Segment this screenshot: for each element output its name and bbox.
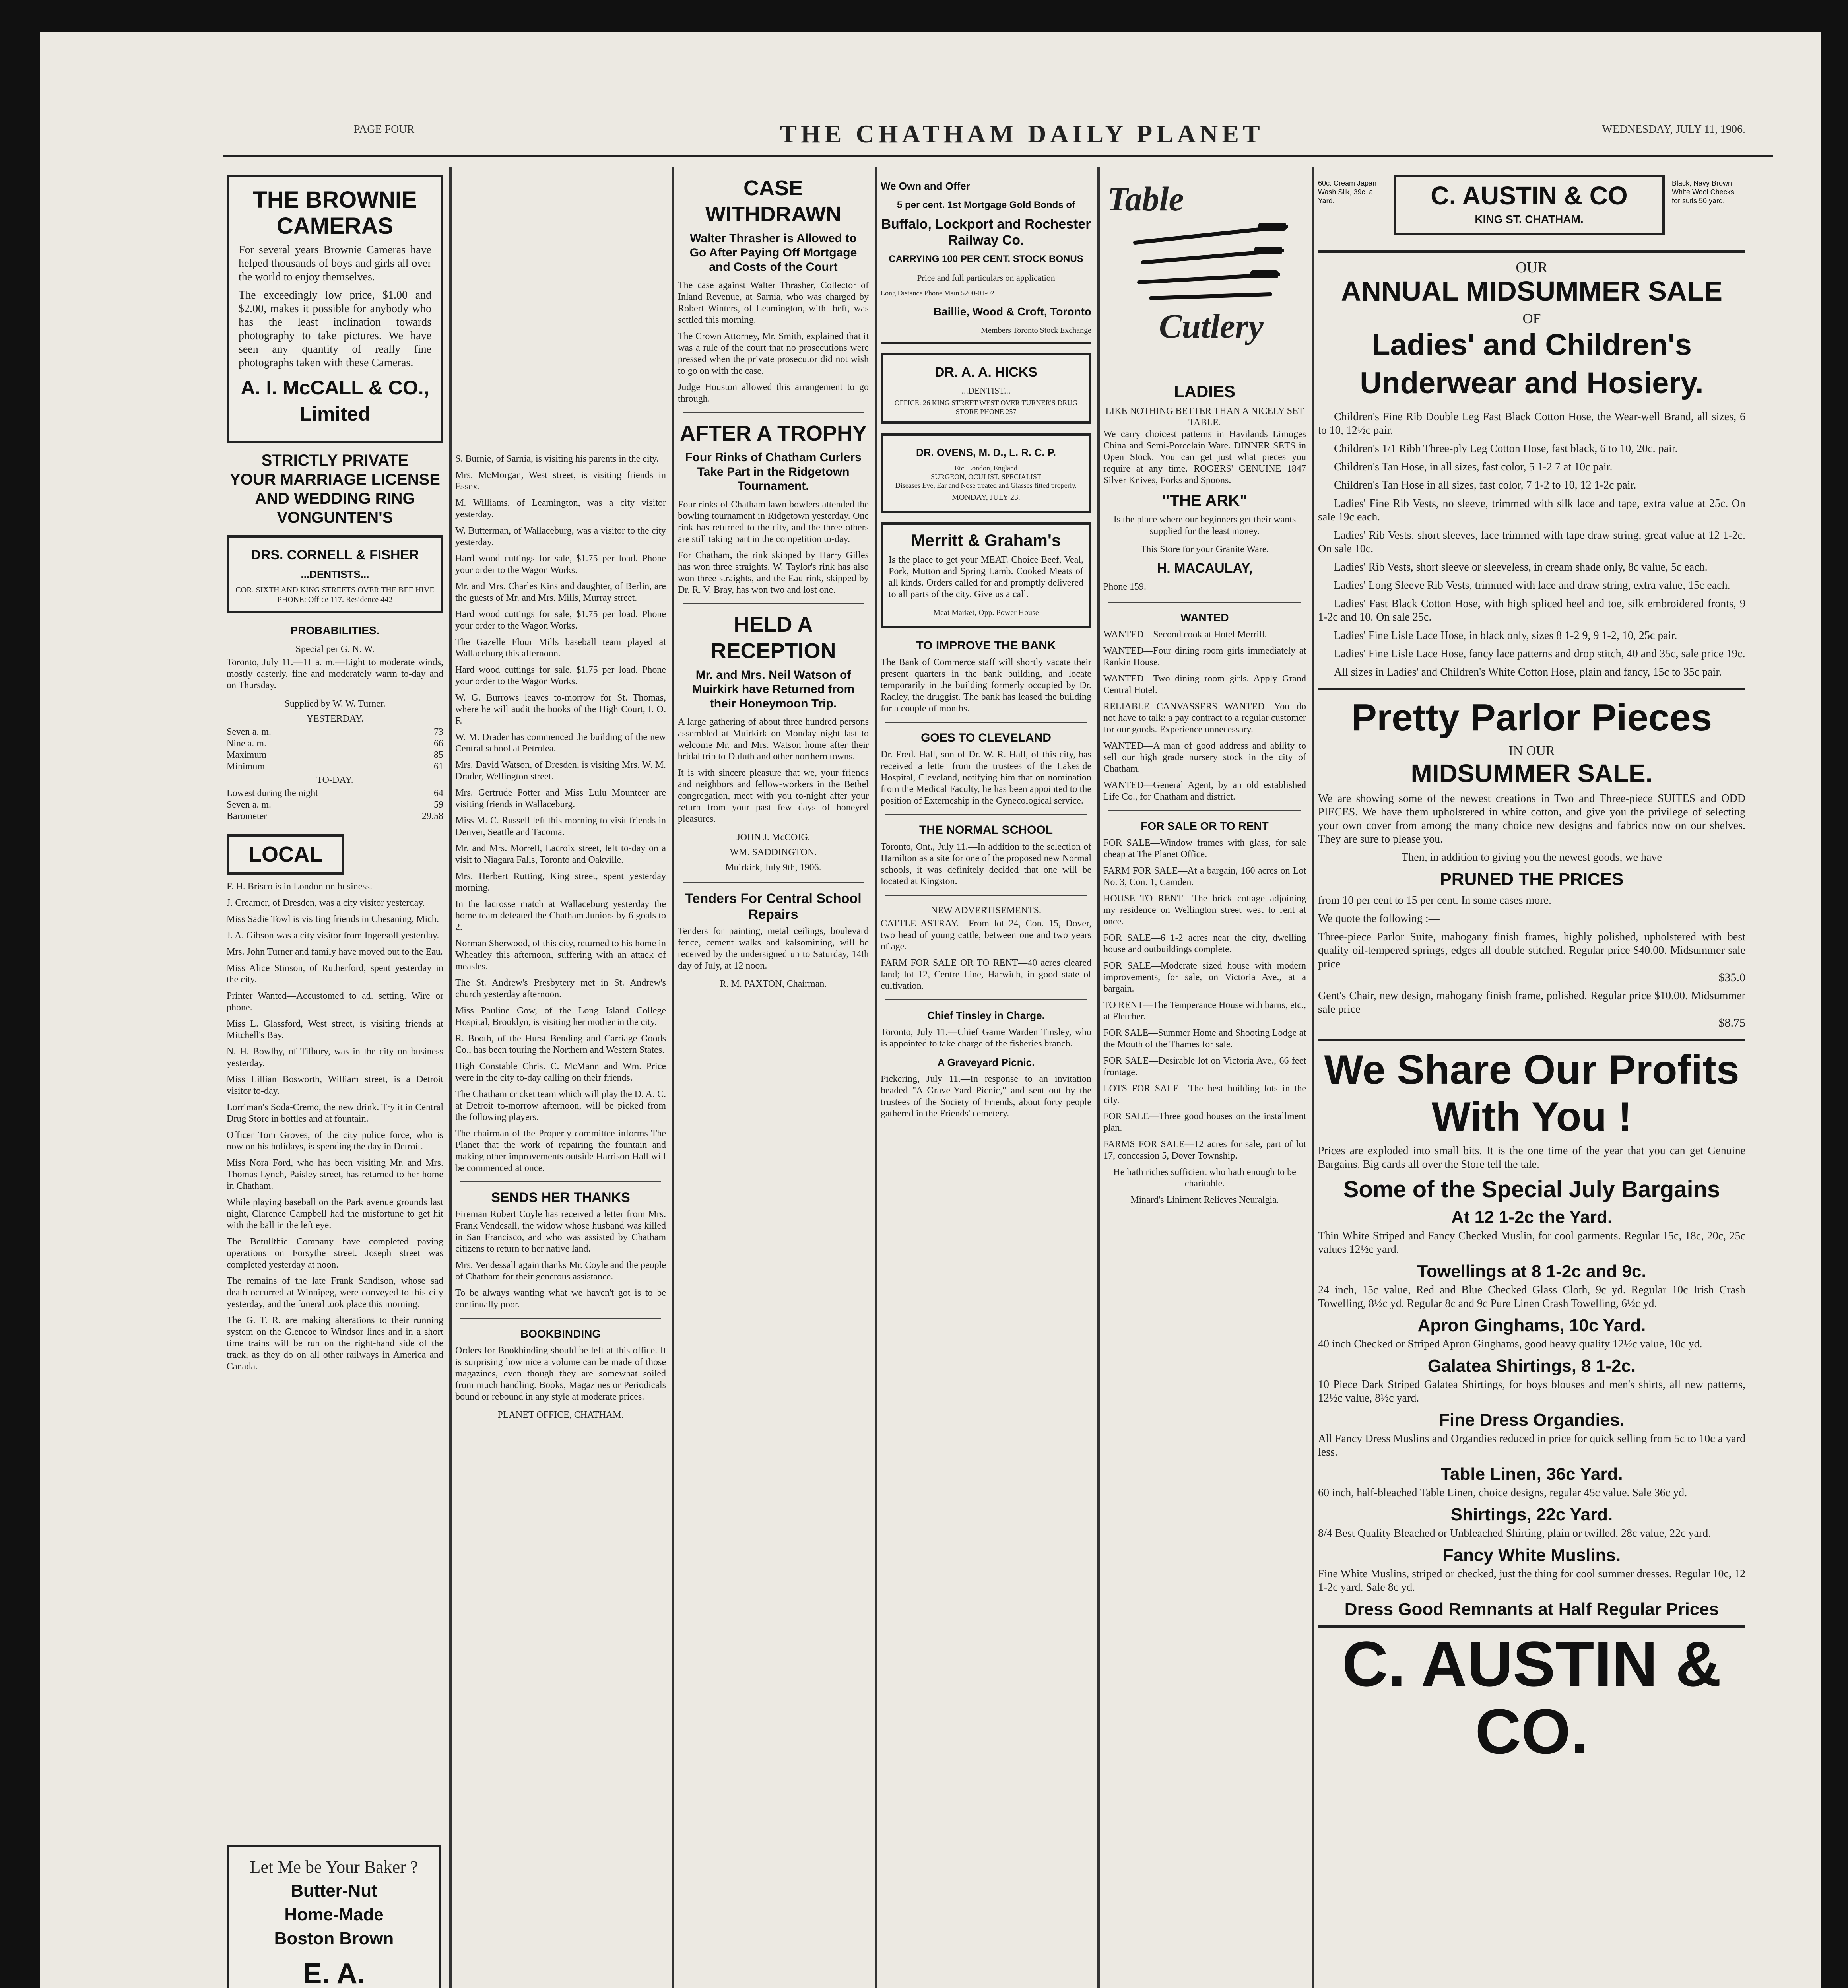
dentist-address: OFFICE: 26 KING STREET WEST OVER TURNER'S DRUG STORE PHONE 257	[894, 399, 1078, 415]
reception-heading: HELD A RECEPTION	[710, 613, 836, 663]
tenders-paragraph: Tenders for painting, metal ceilings, boulevard fence, cement walks and kalsomining, will be received by the undersigned up to Saturday, 14th day of July, at 12 noon.	[678, 926, 869, 971]
wanted-list	[1103, 629, 1306, 803]
personal-item: Mrs. David Watson, of Dresden, is visiting Mrs. W. M. Drader, Wellington street.	[455, 760, 666, 782]
parlor-item	[1318, 989, 1745, 1030]
ad-line: STRICTLY PRIVATE	[261, 452, 409, 469]
surgeon-date: MONDAY, JULY 23.	[952, 493, 1020, 502]
cutlery-title-top: Table	[1107, 180, 1184, 218]
divider	[460, 1181, 661, 1182]
divider	[683, 882, 864, 883]
parlor-paragraph: We are showing some of the newest creations in Two and Three-piece SUITES and ODD PIECES. We have them upholstered in white cotton, and give you the privilege of selecting your own cover from among the many choice new designs and fabrics now on our shelves. They are sure to please you.	[1318, 792, 1745, 845]
surgeon-line: SURGEON, OCULIST, SPECIALIST	[931, 473, 1041, 481]
column-1	[227, 175, 443, 1988]
divider	[885, 895, 1087, 896]
dentist-name: DR. A. A. HICKS	[934, 365, 1038, 380]
merritt-note: Meat Market, Opp. Power House	[933, 608, 1039, 617]
bonds-phone: Long Distance Phone Main 5200-01-02	[881, 289, 994, 297]
yesterday-table	[227, 726, 443, 773]
parlor-heading: Pretty Parlor Pieces	[1351, 696, 1712, 739]
hicks-dentist-ad	[881, 353, 1091, 424]
ad-line: AND WEDDING RING	[255, 490, 415, 507]
forsale-item: FOR SALE—Desirable lot on Victoria Ave., 66 feet frontage.	[1103, 1056, 1306, 1077]
divider	[460, 1318, 661, 1319]
bargain-title: Towellings at 8 1-2c and 9c.	[1417, 1262, 1646, 1281]
hosiery-item: Ladies' Long Sleeve Rib Vests, trimmed with lace and draw string, extra value, 15c each.	[1334, 579, 1730, 592]
weather-label: Seven a. m.	[227, 800, 271, 810]
today-table	[227, 788, 443, 822]
ad-line: Let Me be Your Baker ?	[250, 1857, 418, 1877]
bargain-title: Fine Dress Organdies.	[1438, 1410, 1625, 1430]
personal-item: S. Burnie, of Sarnia, is visiting his parents in the city.	[455, 454, 659, 464]
pruned-heading: PRUNED THE PRICES	[1440, 870, 1624, 889]
wanted-item: RELIABLE CANVASSERS WANTED—You do not have to talk: a pay contract to a regular customer for our goods. Experience unnecessary.	[1103, 701, 1306, 735]
ad-line: We Own and Offer	[881, 180, 970, 192]
hosiery-item: Children's Fine Rib Double Leg Fast Black Cotton Hose, the Wear-well Brand, all sizes, 6 to 10, 12½c pair.	[1318, 411, 1745, 437]
parlor-item-text: Three-piece Parlor Suite, mahogany finish frames, highly polished, upholstered with best quality oil-tempered springs, edges all double stitched. Regular price $40.00. Midsummer sale price	[1318, 931, 1745, 970]
parlor-item-price: $35.0	[1718, 971, 1745, 984]
personal-item: High Constable Chris. C. McMann and Wm. Price were in the city to-day calling on their friends.	[455, 1061, 666, 1083]
local-item: J. Creamer, of Dresden, was a city visitor yesterday.	[227, 898, 425, 908]
forsale-item: FOR SALE—Summer Home and Shooting Lodge at the Mouth of the Thames for sale.	[1103, 1028, 1306, 1050]
ark-text: Is the place where our beginners get their wants supplied for the least money.	[1113, 514, 1296, 536]
forsale-item: FOR SALE—Window frames with glass, for sale cheap at The Planet Office.	[1103, 838, 1306, 860]
personal-item: Hard wood cuttings for sale, $1.75 per load. Phone your order to the Wagon Works.	[455, 553, 666, 575]
dentist-name: DRS. CORNELL & FISHER	[251, 547, 419, 563]
advertisement-item: CATTLE ASTRAY.—From lot 24, Con. 15, Dover, two head of young cattle, between one and two years of age.	[881, 918, 1091, 952]
ovens-surgeon-ad	[881, 433, 1091, 513]
reception-paragraph: It is with sincere pleasure that we, your friends and neighbors and fellow-workers in the Bethel congregation, meet with you to-night after your return from your past few days of honeyed pleasures.	[678, 768, 869, 824]
sale-heading: ANNUAL MIDSUMMER SALE	[1341, 276, 1723, 307]
personal-item: Hard wood cuttings for sale, $1.75 per load. Phone your order to the Wagon Works.	[455, 665, 666, 687]
cutlery-ladies: LADIES	[1174, 382, 1235, 401]
ark-owner: H. MACAULAY,	[1157, 561, 1253, 576]
advertisements-heading: NEW ADVERTISEMENTS.	[930, 905, 1042, 916]
quote-line: We quote the following :—	[1318, 912, 1440, 925]
newspaper-page	[40, 32, 1821, 1988]
thanks-paragraph: Mrs. Vendessall again thanks Mr. Coyle and the people of Chatham for their generous assistance.	[455, 1260, 666, 1282]
personal-item: The Chatham cricket team which will play the D. A. C. at Detroit to-morrow afternoon, will be picked from the following players.	[455, 1089, 666, 1122]
local-heading: LOCAL	[248, 843, 322, 866]
ad-line: Buffalo, Lockport and Rochester Railway Co.	[881, 217, 1091, 248]
advertisement-item: FARM FOR SALE OR TO RENT—40 acres cleared land; lot 12, Centre Line, Harwich, in good state of cultivation.	[881, 958, 1091, 991]
forsale-list	[1103, 837, 1306, 1162]
weather-row	[227, 726, 443, 738]
knives-forks-icon	[1127, 219, 1294, 306]
tenders-heading: Tenders For Central School Repairs	[685, 891, 862, 922]
dentist-phone: PHONE: Office 117. Residence 442	[277, 595, 393, 604]
column-3	[678, 175, 869, 1988]
trophy-heading: AFTER A TROPHY	[680, 421, 867, 445]
parlor-sale: MIDSUMMER SALE.	[1411, 759, 1653, 788]
merritt-graham-ad	[881, 522, 1091, 628]
personal-item: The St. Andrew's Presbytery met in St. Andrew's church yesterday afternoon.	[455, 978, 666, 1000]
parlor-item-price: $8.75	[1718, 1016, 1745, 1029]
dentist-address: COR. SIXTH AND KING STREETS OVER THE BEE HIVE	[235, 586, 435, 594]
personal-item: Mrs. Gertrude Potter and Miss Lulu Mounteer are visiting friends in Wallaceburg.	[455, 788, 666, 810]
divider	[885, 999, 1087, 1000]
austin-header-ad	[1318, 175, 1745, 253]
forsale-item: FOR SALE—6 1-2 acres near the city, dwelling house and outbuildings complete.	[1103, 933, 1306, 955]
wanted-item: WANTED—Four dining room girls immediately at Rankin House.	[1103, 646, 1306, 668]
reception-paragraph: A large gathering of about three hundred persons assembled at Muirkirk on Monday night last to welcome Mr. and Mrs. Watson home after their bridal trip to Duluth and other northern towns.	[678, 717, 869, 762]
column-rule	[1097, 167, 1100, 1988]
divider	[1108, 810, 1301, 811]
wanted-item: WANTED—Two dining room girls. Apply Grand Central Hotel.	[1103, 674, 1306, 695]
hosiery-item: Ladies' Fine Lisle Lace Hose, fancy lace patterns and drop stitch, 40 and 35c, sale price 19c.	[1334, 648, 1745, 660]
normal-school-paragraph: Toronto, Ont., July 11.—In addition to the selection of Hamilton as a site for one of the proposed new Normal schools, it was definitely decided that one will be located at Kingston.	[881, 842, 1091, 887]
bookbinding-paragraph: Orders for Bookbinding should be left at this office. It is surprising how nice a volume can be made of those magazines, even though they are somewhat soiled from much handling. Books, Magazines or Periodicals bound or rebound in any style at moderate prices.	[455, 1345, 666, 1402]
ad-line: YOUR MARRIAGE LICENSE	[230, 471, 440, 488]
mounteer-bakery-ad	[227, 1845, 441, 1988]
ark-phone: Phone 159.	[1103, 582, 1146, 592]
bonds-firm: Baillie, Wood & Croft, Toronto	[933, 305, 1091, 318]
personal-item: Mr. and Mrs. Charles Kins and daughter, of Berlin, are the guests of Mr. and Mrs. Mills, Murray street.	[455, 581, 666, 603]
newspaper-title: THE CHATHAM DAILY PLANET	[780, 120, 1264, 148]
weather-row	[227, 799, 443, 811]
sale-subheading: Ladies' and Children's Underwear and Hosiery.	[1360, 328, 1704, 400]
weather-value: 59	[434, 800, 443, 810]
sale-of: OF	[1522, 311, 1541, 326]
forsale-item: FOR SALE—Moderate sized house with modern improvements, for sale, on Victoria Ave., at a bargain.	[1103, 961, 1306, 994]
weather-heading: PROBABILITIES.	[290, 624, 380, 637]
remnants-heading: Dress Good Remnants at Half Regular Prices	[1344, 1600, 1719, 1619]
profits-paragraph: Prices are exploded into small bits. It is the one time of the year that you can get Genuine Bargains. Big cards all over the Store tell the tale.	[1318, 1145, 1745, 1171]
personal-item: The chairman of the Property committee informs The Planet that the work of repairing the fountain and making other improvements outside Harrison Hall will be commenced at once.	[455, 1128, 666, 1173]
ad-line: VONGUNTEN'S	[277, 509, 393, 526]
ad-line: CARRYING 100 PER CENT. STOCK BONUS	[889, 254, 1083, 264]
weather-row	[227, 788, 443, 799]
bargain-title: Galatea Shirtings, 8 1-2c.	[1427, 1356, 1636, 1376]
weather-row	[227, 761, 443, 773]
ad-line: Price and full particulars on application	[917, 273, 1055, 283]
yesterday-label: YESTERDAY.	[306, 714, 364, 724]
hosiery-item: Ladies' Rib Vests, short sleeves, lace trimmed with tape draw string, great value at 12 1-2c. On sale 10c.	[1318, 529, 1745, 555]
weather-supplier: Supplied by W. W. Turner.	[284, 699, 386, 709]
bargain-text: 8/4 Best Quality Bleached or Unbleached Shirting, plain or twilled, 28c value, 22c yard.	[1318, 1527, 1711, 1540]
brownie-paragraph: The exceedingly low price, $1.00 and $2.00, makes it possible for anybody who has the least inclination towards photography to take pictures. We have seen any quantity of really fine photographs taken with these Cameras.	[239, 289, 431, 369]
local-item: Miss Sadie Towl is visiting friends in Chesaning, Mich.	[227, 914, 439, 924]
parlor-paragraph: Then, in addition to giving you the newest goods, we have	[1402, 851, 1662, 864]
dentist-title: ...DENTIST...	[961, 386, 1011, 396]
brownie-heading: THE BROWNIE CAMERAS	[253, 187, 417, 239]
local-news-list	[227, 881, 443, 1373]
cornell-fisher-ad	[227, 535, 443, 613]
weather-value: 64	[434, 788, 443, 798]
brownie-camera-ad	[227, 175, 443, 443]
weather-label: Barometer	[227, 811, 267, 821]
local-item: Lorriman's Soda-Cremo, the new drink. Try it in Central Drug Store in bottles and at fountain.	[227, 1102, 443, 1124]
personal-item: W. Butterman, of Wallaceburg, was a visitor to the city yesterday.	[455, 526, 666, 547]
forsale-item: LOTS FOR SALE—The best building lots in the city.	[1103, 1083, 1306, 1105]
thanks-paragraph: To be always wanting what we haven't got is to be continually poor.	[455, 1288, 666, 1310]
parlor-price-list	[1318, 930, 1745, 1030]
personal-item: Mrs. McMorgan, West street, is visiting friends in Essex.	[455, 470, 666, 492]
parlor-item-text: Gent's Chair, new design, mahogany finish frame, polished. Regular price $10.00. Midsummer sale price	[1318, 990, 1745, 1015]
parlor-item	[1318, 930, 1745, 984]
silk-note: 60c. Cream Japan Wash Silk, 39c. a Yard.	[1318, 179, 1377, 205]
hosiery-list	[1318, 410, 1745, 679]
case-paragraph: Judge Houston allowed this arrangement to go through.	[678, 382, 869, 404]
weather-label: Seven a. m.	[227, 727, 271, 737]
divider	[683, 412, 864, 413]
local-item: F. H. Brisco is in London on business.	[227, 881, 373, 892]
ark-line: This Store for your Granite Ware.	[1140, 544, 1269, 555]
column-rule	[449, 167, 452, 1988]
local-item: Miss Lillian Bosworth, William street, is a Detroit visitor to-day.	[227, 1074, 443, 1096]
thanks-heading: SENDS HER THANKS	[491, 1190, 630, 1205]
page-label: PAGE FOUR	[354, 123, 415, 136]
hosiery-item: Ladies' Fine Lisle Lace Hose, in black only, sizes 8 1-2 9, 9 1-2, 10, 25c pair.	[1334, 629, 1677, 642]
personal-item: W. M. Drader has commenced the building of the new Central school at Petrolea.	[455, 732, 666, 754]
local-item: The remains of the late Frank Sandison, whose sad death occurred at Winnipeg, were conveyed to this city yesterday, and the funeral took place this morning.	[227, 1276, 443, 1309]
surgeon-line: Etc. London, England	[955, 464, 1017, 472]
wool-note: Black, Navy Brown White Wool Checks for suits 50 yard.	[1672, 179, 1734, 205]
trophy-paragraph: For Chatham, the rink skipped by Harry Gilles has won three straights. W. Taylor's rink has also won three straights, and the Eau rink, skipped by Dr. R. V. Bray, has won two and lost one.	[678, 550, 869, 595]
weather-report	[227, 623, 443, 822]
baker-name: E. A.	[303, 1958, 365, 1988]
issue-date: WEDNESDAY, JULY 11, 1906.	[1602, 123, 1745, 136]
bargain-text: 40 inch Checked or Striped Apron Ginghams, good heavy quality 12½c value, 10c yd.	[1318, 1338, 1702, 1350]
bargain-text: Thin White Striped and Fancy Checked Muslin, for cool garments. Regular 15c, 18c, 20c, 25c values 12½c yard.	[1318, 1230, 1745, 1256]
reception-signature: JOHN J. McCOIG.	[736, 832, 810, 843]
dentist-title: ...DENTISTS...	[301, 568, 369, 580]
personal-news-list	[455, 453, 666, 1174]
brownie-paragraph: For several years Brownie Cameras have helped thousands of boys and girls all over the world to enjoy themselves.	[239, 244, 431, 283]
weather-value: 73	[434, 727, 443, 737]
ark-heading: "THE ARK"	[1162, 492, 1248, 509]
local-item: N. H. Bowlby, of Tilbury, was in the city on business yesterday.	[227, 1046, 443, 1068]
cutlery-text: We carry choicest patterns in Havilands Limoges China and Semi-Porcelain Ware. DINNER SETS in Open Stock. You can get just what pieces you require at any time. ROGERS' GENUINE 1847 Silver Knives, Forks and Spoons.	[1103, 429, 1306, 485]
cleveland-heading: GOES TO CLEVELAND	[921, 731, 1051, 744]
bargain-title: Table Linen, 36c Yard.	[1440, 1464, 1623, 1484]
case-paragraph: The Crown Attorney, Mr. Smith, explained that it was a rule of the court that no prosecutions were pressed when the private prosecutor did not wish to go on with the case.	[678, 331, 869, 376]
normal-school-heading: THE NORMAL SCHOOL	[919, 823, 1053, 837]
special-heading: Some of the Special July Bargains	[1343, 1176, 1720, 1202]
bargain-text: 24 inch, 15c value, Red and Blue Checked Glass Cloth, 9c yd. Regular 10c Irish Crash Towelling, 8½c yd. Regular 8c and 9c Pure Linen Crash Towelling, 6½c yd.	[1318, 1284, 1745, 1310]
divider	[885, 722, 1087, 723]
railway-bonds-ad	[881, 178, 1091, 344]
wanted-item: WANTED—Second cook at Hotel Merrill.	[1103, 629, 1267, 640]
merritt-name: Merritt & Graham's	[911, 531, 1061, 549]
bonds-firm-note: Members Toronto Stock Exchange	[981, 326, 1091, 335]
local-item: The Betullthic Company have completed paving operations on Forsythe street. Joseph street was completed yesterday at noon.	[227, 1237, 443, 1270]
sale-our: OUR	[1516, 259, 1548, 276]
weather-label: Lowest during the night	[227, 788, 318, 798]
divider	[683, 603, 864, 604]
thanks-paragraph: Fireman Robert Coyle has received a letter from Mrs. Frank Vendesall, the widow whose husband was killed in San Francisco, and who was assisted by Chatham citizens to return to her native land.	[455, 1209, 666, 1254]
forsale-item: FOR SALE—Three good houses on the installment plan.	[1103, 1111, 1306, 1133]
personal-item: Mr. and Mrs. Morrell, Lacroix street, left to-day on a visit to Niagara Falls, Toronto and Oakville.	[455, 843, 666, 865]
bargain-list	[1318, 1207, 1745, 1594]
column-rule	[1312, 167, 1314, 1988]
mccall-firm-name: A. I. McCALL & CO., Limited	[241, 377, 429, 425]
forsale-item: FARM FOR SALE—At a bargain, 160 acres on Lot No. 3, Con. 1, Camden.	[1103, 866, 1306, 887]
austin-bottom-logo: C. AUSTIN & CO.	[1342, 1628, 1722, 1767]
personal-item: Miss M. C. Russell left this morning to visit friends in Denver, Seattle and Tacoma.	[455, 815, 666, 837]
personal-item: Hard wood cuttings for sale, $1.75 per load. Phone your order to the Wagon Works.	[455, 609, 666, 631]
bank-heading: TO IMPROVE THE BANK	[916, 639, 1056, 652]
ad-line: Home-Made	[284, 1905, 384, 1924]
pruned-text: from 10 per cent to 15 per cent. In some cases more.	[1318, 894, 1552, 907]
personal-item: R. Booth, of the Hurst Bending and Carriage Goods Co., has been touring the Northern and Western States.	[455, 1033, 666, 1055]
weather-label: Nine a. m.	[227, 738, 266, 749]
surgeon-line: Diseases Eye, Ear and Nose treated and Glasses fitted properly.	[895, 481, 1077, 489]
profits-heading: We Share Our Profits With You !	[1324, 1047, 1739, 1140]
local-item: Miss Nora Ford, who has been visiting Mr. and Mrs. Thomas Lynch, Paisley street, has returned to her home in Chatham.	[227, 1158, 443, 1191]
tinsley-paragraph: Toronto, July 11.—Chief Game Warden Tinsley, who is appointed to take charge of the fisheries branch.	[881, 1027, 1091, 1049]
weather-row	[227, 811, 443, 822]
local-item: The G. T. R. are making alterations to their running system on the Glencoe to Windsor lines and in a short time trains will be run on the right-hand side of the track, as they do on all other railways in America and Canada.	[227, 1315, 443, 1372]
local-item: J. A. Gibson was a city visitor from Ingersoll yesterday.	[227, 930, 439, 941]
austin-top-box	[1394, 175, 1665, 235]
divider	[1108, 602, 1301, 603]
cutlery-title-bottom: Cutlery	[1159, 307, 1264, 345]
tinsley-heading: Chief Tinsley in Charge.	[927, 1010, 1045, 1021]
weather-label: Maximum	[227, 750, 266, 760]
local-item: Miss L. Glassford, West street, is visiting friends at Mitchell's Bay.	[227, 1019, 443, 1041]
merritt-text: Is the place to get your MEAT. Choice Beef, Veal, Pork, Mutton and Spring Lamb. Cooked Meats of all kinds. Orders called for and promptly delivered to all parts of the city. Give us a call.	[889, 555, 1083, 600]
column-2	[455, 175, 666, 1988]
today-label: TO-DAY.	[316, 775, 353, 785]
hosiery-item: Children's Tan Hose, in all sizes, fast color, 5 1-2 7 at 10c pair.	[1334, 461, 1613, 473]
hosiery-item: All sizes in Ladies' and Children's White Cotton Hose, plain and fancy, 15c to 35c pair.	[1334, 666, 1722, 678]
forsale-item: TO RENT—The Temperance House with barns, etc., at Fletcher.	[1103, 1000, 1306, 1022]
reception-place-date: Muirkirk, July 9th, 1906.	[725, 862, 821, 873]
vongunten-ad	[227, 452, 443, 526]
parlor-in-our: IN OUR	[1508, 744, 1555, 758]
bargain-text: All Fancy Dress Muslins and Organdies reduced in price for quick selling from 5c to 10c a yard less.	[1318, 1433, 1745, 1458]
wanted-item: WANTED—A man of good address and ability to sell our high grade nursery stock in the city of Chatham.	[1103, 741, 1306, 774]
local-item: Miss Alice Stinson, of Rutherford, spent yesterday in the city.	[227, 963, 443, 985]
column-5	[1103, 175, 1306, 1988]
weather-value: 85	[434, 750, 443, 760]
bookbinding-signature: PLANET OFFICE, CHATHAM.	[497, 1410, 624, 1420]
table-cutlery-ad	[1103, 175, 1306, 594]
ad-line: Boston Brown	[274, 1929, 394, 1948]
surgeon-name: DR. OVENS, M. D., L. R. C. P.	[916, 447, 1056, 458]
hosiery-item: Ladies' Fast Black Cotton Hose, with high spliced heel and toe, silk embroidered fronts, 9 1-2c and 10. On sale 25c.	[1318, 598, 1745, 623]
bookbinding-heading: BOOKBINDING	[520, 1328, 601, 1340]
weather-text: Toronto, July 11.—11 a. m.—Light to moderate winds, mostly easterly, fine and moderately warm to-day and on Thursday.	[227, 657, 443, 691]
wanted-heading: WANTED	[1180, 612, 1229, 624]
personal-item: W. G. Burrows leaves to-morrow for St. Thomas, where he will audit the books of the High Court, I. O. F.	[455, 693, 666, 726]
wanted-item: WANTED—General Agent, by an old established Life Co., for Chatham and district.	[1103, 780, 1306, 802]
bargain-title: Shirtings, 22c Yard.	[1450, 1505, 1613, 1524]
bargain-text: Fine White Muslins, striped or checked, just the thing for cool summer dresses. Regular 10c, 12 1-2c yard. Sale 8c yd.	[1318, 1568, 1745, 1594]
bargain-title: Apron Ginghams, 10c Yard.	[1417, 1316, 1646, 1335]
forsale-heading: FOR SALE OR TO RENT	[1141, 820, 1269, 832]
personal-item: Mrs. Herbert Rutting, King street, spent yesterday morning.	[455, 871, 666, 893]
personal-item: The Gazelle Flour Mills baseball team played at Wallaceburg this afternoon.	[455, 637, 666, 659]
hosiery-item: Children's Tan Hose in all sizes, fast color, 7 1-2 to 10, 12 1-2c pair.	[1334, 479, 1636, 491]
column-rule	[875, 167, 877, 1988]
bargain-text: 60 inch, half-bleached Table Linen, choice designs, regular 45c value. Sale 36c yd.	[1318, 1487, 1687, 1499]
austin-name: C. AUSTIN & CO	[1431, 181, 1628, 210]
local-item: Printer Wanted—Accustomed to ad. setting. Wire or phone.	[227, 991, 443, 1013]
local-heading-box	[227, 834, 344, 875]
weather-value: 66	[434, 738, 443, 749]
personal-item: Norman Sherwood, of this city, returned to his home in Wheatley this afternoon, suffering with an attack of measles.	[455, 938, 666, 972]
weather-value: 61	[434, 761, 443, 772]
cutlery-illustration	[1103, 175, 1306, 382]
hosiery-item: Children's 1/1 Ribb Three-ply Leg Cotton Hose, fast black, 6 to 10, 20c. pair.	[1334, 443, 1678, 455]
trophy-deck: Four Rinks of Chatham Curlers Take Part in the Ridgetown Tournament.	[685, 451, 862, 493]
hosiery-item: Ladies' Rib Vests, short sleeve or sleeveless, in cream shade only, 8c value, 5c each.	[1334, 561, 1708, 573]
masthead	[223, 119, 1773, 157]
weather-source: Special per G. N. W.	[295, 644, 375, 654]
forsale-footer: He hath riches sufficient who hath enough to be charitable.	[1113, 1167, 1296, 1189]
case-deck: Walter Thrasher is Allowed to Go After Paying Off Mortgage and Costs of the Court	[689, 232, 857, 274]
local-item: Mrs. John Turner and family have moved out to the Eau.	[227, 947, 443, 957]
bargain-title: Fancy White Muslins.	[1442, 1545, 1621, 1565]
case-paragraph: The case against Walter Thrasher, Collector of Inland Revenue, at Sarnia, who was charged by Robert Winters, of Leamington, with theft, was settled this morning.	[678, 280, 869, 325]
weather-row	[227, 749, 443, 761]
column-rule	[672, 167, 674, 1988]
reception-deck: Mr. and Mrs. Neil Watson of Muirkirk have Returned from their Honeymoon Trip.	[692, 668, 855, 710]
personal-item: Miss Pauline Gow, of the Long Island College Hospital, Brooklyn, is visiting her mother in the city.	[455, 1006, 666, 1027]
austin-street: KING ST. CHATHAM.	[1475, 213, 1584, 225]
bargain-title: At 12 1-2c the Yard.	[1451, 1208, 1613, 1227]
local-item: While playing baseball on the Park avenue grounds last night, Clarence Campbell had the misfortune to get hit with the ball in the left eye.	[227, 1197, 443, 1231]
ad-line: Butter-Nut	[291, 1881, 377, 1901]
weather-label: Minimum	[227, 761, 265, 772]
personal-item: In the lacrosse match at Wallaceburg yesterday the home team defeated the Chatham Juniors by 6 goals to 2.	[455, 899, 666, 932]
weather-row	[227, 738, 443, 749]
picnic-paragraph: Pickering, July 11.—In response to an invitation headed "A Grave-Yard Picnic," and sent out by the trustees of the Society of Friends, about forty people gathered in the Friends' cemetery.	[881, 1074, 1091, 1119]
divider	[885, 814, 1087, 815]
forsale-item: FARMS FOR SALE—12 acres for sale, part of lot 17, concession 5, Dover Township.	[1103, 1139, 1306, 1161]
ad-line: 5 per cent. 1st Mortgage Gold Bonds of	[897, 200, 1075, 210]
bank-paragraph: The Bank of Commerce staff will shortly vacate their present quarters in the bank building, and locate temporarily in the building formerly occupied by Dr. Radley, the druggist. The bank has leased the building for a couple of months.	[881, 657, 1091, 714]
weather-value: 29.58	[422, 811, 443, 821]
column-6	[1318, 175, 1745, 1988]
local-item: Officer Tom Groves, of the city police force, who is now on his holidays, is spending the day in Detroit.	[227, 1130, 443, 1152]
tenders-signature: R. M. PAXTON, Chairman.	[720, 979, 827, 989]
forsale-footer: Minard's Liniment Relieves Neuralgia.	[1130, 1195, 1279, 1205]
reception-signature: WM. SADDINGTON.	[730, 847, 817, 858]
case-heading: CASE WITHDRAWN	[705, 176, 841, 226]
picnic-heading: A Graveyard Picnic.	[937, 1056, 1035, 1068]
bargain-text: 10 Piece Dark Striped Galatea Shirtings, for boys blouses and men's shirts, all new patterns, 12½c value, 8½c yard.	[1318, 1378, 1745, 1404]
cutlery-line: LIKE NOTHING BETTER THAN A NICELY SET TABLE.	[1105, 406, 1304, 428]
cleveland-paragraph: Dr. Fred. Hall, son of Dr. W. R. Hall, of this city, has received a letter from the trustees of the Lakeside Hospital, Cleveland, notifying him that on nomination from the Medical Faculty, he has been appointed to the position of Externeship in the Gynecological service.	[881, 749, 1091, 806]
forsale-item: HOUSE TO RENT—The brick cottage adjoining my residence on Wellington street west to rent at once.	[1103, 893, 1306, 927]
personal-item: M. Williams, of Leamington, was a city visitor yesterday.	[455, 498, 666, 520]
column-4	[881, 175, 1091, 1988]
trophy-paragraph: Four rinks of Chatham lawn bowlers attended the bowling tournament in Ridgetown yesterday. One rink has returned to the city, and the three others are still taking part in the competition to-day.	[678, 499, 869, 544]
hosiery-item: Ladies' Fine Rib Vests, no sleeve, trimmed with silk lace and tape, extra value at 25c. On sale 19c each.	[1318, 497, 1745, 523]
